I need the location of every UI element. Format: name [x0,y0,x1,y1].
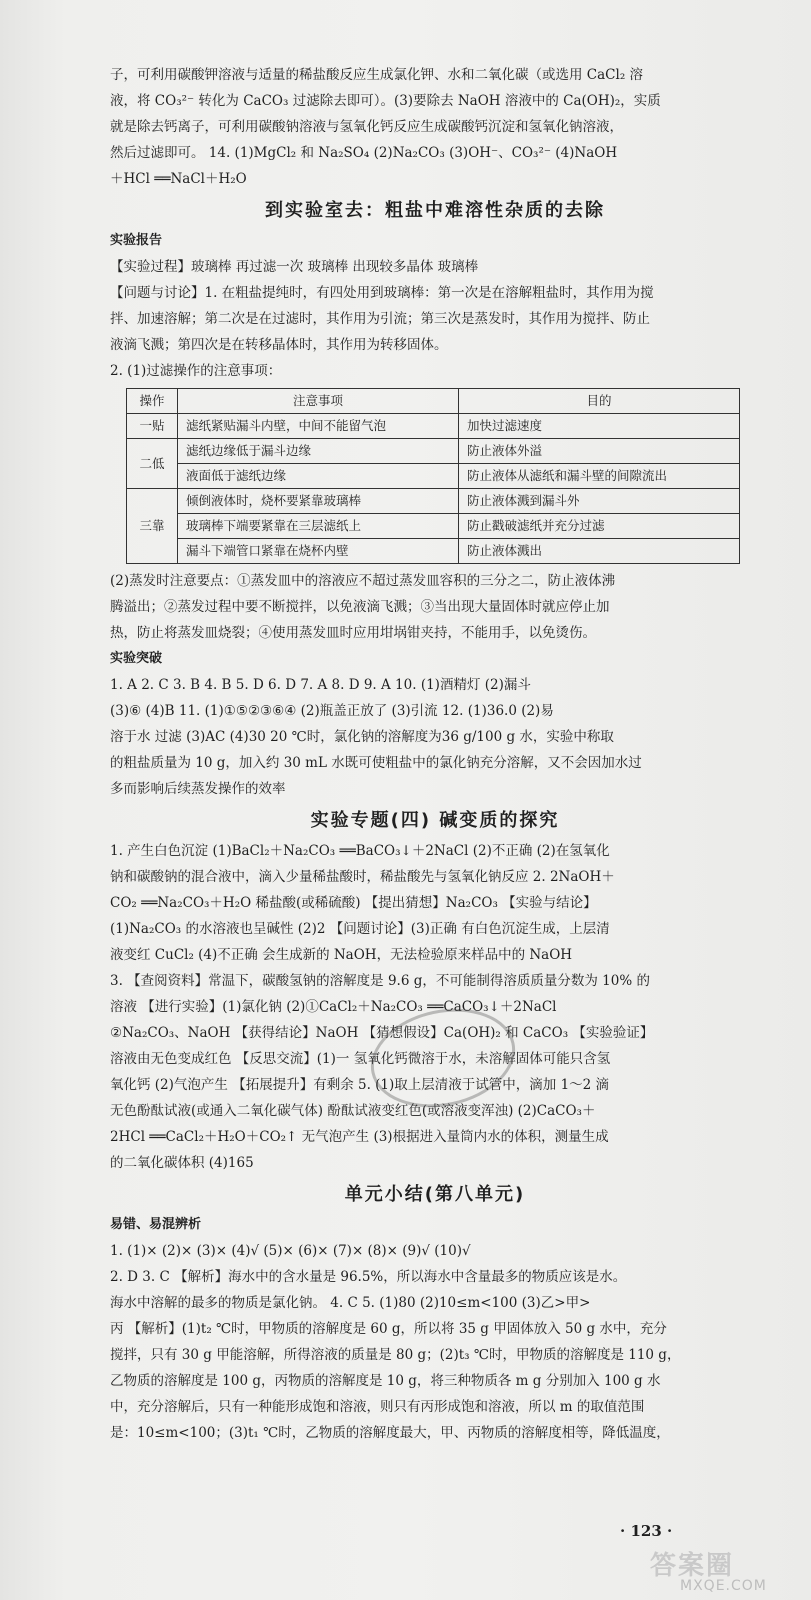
breakthrough-heading: 实验突破 [110,651,163,666]
table-header: 注意事项 [178,389,459,414]
summary-line: 乙物质的溶解度是 100 g，丙物质的溶解度是 10 g，将三种物质各 m g 分别加入 100 g 水 [110,1373,661,1389]
breakthrough-line: (3)⑥ (4)B 11. (1)①⑤②③⑥④ (2)瓶盖正放了 (3)引流 12. (1)36.0 (2)易 [110,703,554,719]
table-cell: 防止戳破滤纸并充分过滤 [459,514,740,539]
section-title-summary: 单元小结(第八单元) [344,1184,526,1205]
summary-line: 丙 【解析】(1)t₂ ℃时，甲物质的溶解度是 60 g，所以将 35 g 甲固体放入 50 g 水中，充分 [110,1321,667,1337]
intro-line: 子，可利用碳酸钾溶液与适量的稀盐酸反应生成氯化钾、水和二氧化碳（或选用 CaCl₂ 溶 [110,67,644,83]
table-op: 二低 [127,439,178,489]
table-cell: 滤纸边缘低于漏斗边缘 [178,439,459,464]
table-op: 一贴 [127,414,178,439]
table-cell: 防止液体外溢 [459,439,740,464]
topic4-line: 1. 产生白色沉淀 (1)BaCl₂＋Na₂CO₃ ══BaCO₃↓＋2NaCl (2)不正确 (2)在氢氧化 [110,843,610,859]
summary-line: 2. D 3. C 【解析】海水中的含水量是 96.5%，所以海水中含量最多的物质应该是水。 [110,1269,627,1285]
breakthrough-line: 溶于水 过滤 (3)AC (4)30 20 ℃时，氯化钠的溶解度为36 g/100 g 水，实验中称取 [110,729,614,745]
breakthrough-line: 的粗盐质量为 10 g，加入约 30 mL 水既可使粗盐中的氯化钠充分溶解，又不会因加水过 [110,755,642,771]
topic4-line: 无色酚酞试液(或通入二氧化碳气体) 酚酞试液变红色(或溶液变浑浊) (2)CaCO₃＋ [110,1103,596,1119]
section-title-lab: 到实验室去：粗盐中难溶性杂质的去除 [265,200,605,221]
table-row [127,539,740,564]
topic4-line: (1)Na₂CO₃ 的水溶液也呈碱性 (2)2 【问题讨论】(3)正确 有白色沉淀生成，上层清 [110,921,610,937]
table-cell: 防止液体从滤纸和漏斗壁的间隙流出 [459,464,740,489]
breakthrough-line: 1. A 2. C 3. B 4. B 5. D 6. D 7. A 8. D 9. A 10. (1)酒精灯 (2)漏斗 [110,677,531,693]
table-op: 三靠 [127,489,178,564]
table-cell: 液面低于滤纸边缘 [178,464,459,489]
topic4-line: 氧化钙 (2)气泡产生 【拓展提升】有剩余 5. (1)取上层清液于试管中，滴加 1～2 滴 [110,1077,610,1093]
topic4-line: CO₂ ══Na₂CO₃＋H₂O 稀盐酸(或稀硫酸) 【提出猜想】Na₂CO₃ 【实验与结论】 [110,895,597,911]
table-cell: 玻璃棒下端要紧靠在三层滤纸上 [178,514,459,539]
table-row [127,439,740,464]
table-header: 目的 [459,389,740,414]
table-cell: 滤纸紧贴漏斗内壁，中间不能留气泡 [178,414,459,439]
summary-line: 是：10≤m<100；(3)t₁ ℃时，乙物质的溶解度最大，甲、丙物质的溶解度相等，降低温度， [110,1425,670,1441]
summary-line: 搅拌，只有 30 g 甲能溶解，所得溶液的质量是 80 g；(2)t₃ ℃时，甲物质的溶解度是 110 g， [110,1347,681,1363]
table-cell: 防止液体溅到漏斗外 [459,489,740,514]
topic4-line: ②Na₂CO₃、NaOH 【获得结论】NaOH 【猜想假设】Ca(OH)₂ 和 CaCO₃ 【实验验证】 [110,1025,654,1041]
topic4-line: 液变红 CuCl₂ (4)不正确 会生成新的 NaOH，无法检验原来样品中的 NaOH [110,947,573,963]
summary-line: 中，充分溶解后，只有一种能形成饱和溶液，则只有丙形成饱和溶液，所以 m 的取值范围 [110,1399,645,1415]
evaporation-line: 热，防止将蒸发皿烧裂；④使用蒸发皿时应用坩埚钳夹持，不能用手，以免烫伤。 [110,625,596,641]
topic4-line: 溶液 【进行实验】(1)氯化钠 (2)①CaCl₂＋Na₂CO₃ ══CaCO₃↓＋2NaCl [110,999,557,1015]
process-line: 【实验过程】玻璃棒 再过滤一次 玻璃棒 出现较多晶体 玻璃棒 [110,259,479,275]
intro-line: 然后过滤即可。 14. (1)MgCl₂ 和 Na₂SO₄ (2)Na₂CO₃ (3)OH⁻、CO₃²⁻ (4)NaOH [110,145,618,161]
intro-line: 液，将 CO₃²⁻ 转化为 CaCO₃ 过滤除去即可）。(3)要除去 NaOH 溶液中的 Ca(OH)₂，实质 [110,93,661,109]
table-intro: 2. (1)过滤操作的注意事项： [110,363,282,379]
summary-line: 1. (1)× (2)× (3)× (4)√ (5)× (6)× (7)× (8)× (9)√ (10)√ [110,1243,471,1259]
table-cell: 倾倒液体时，烧杯要紧靠玻璃棒 [178,489,459,514]
section-title-topic4: 实验专题(四) 碱变质的探究 [310,810,560,831]
watermark-url: MXQE.COM [680,1578,767,1594]
summary-heading: 易错、易混辨析 [110,1217,202,1232]
table-row [127,464,740,489]
table-row [127,514,740,539]
table-row [127,489,740,514]
intro-line: ＋HCl ══NaCl＋H₂O [110,171,247,187]
topic4-line: 2HCl ══CaCl₂＋H₂O＋CO₂↑ 无气泡产生 (3)根据进入量筒内水的体积，测量生成 [110,1129,609,1145]
discussion-line: 【问题与讨论】1. 在粗盐提纯时，有四处用到玻璃棒：第一次是在溶解粗盐时，其作用为搅 [110,285,654,301]
table-header-row [127,389,740,414]
summary-line: 海水中溶解的最多的物质是氯化钠。 4. C 5. (1)80 (2)10≤m<100 (3)乙>甲> [110,1295,591,1311]
table-cell: 防止液体溅出 [459,539,740,564]
discussion-line: 拌、加速溶解；第二次是在过滤时，其作用为引流；第三次是蒸发时，其作用为搅拌、防止 [110,311,650,327]
watermark-logo: 答案圈 [650,1551,735,1581]
table-cell: 漏斗下端管口紧靠在烧杯内壁 [178,539,459,564]
discussion-line: 液滴飞溅；第四次是在转移晶体时，其作用为转移固体。 [110,337,448,353]
topic4-line: 溶液由无色变成红色 【反思交流】(1)一 氢氧化钙微溶于水，未溶解固体可能只含氢 [110,1051,611,1067]
report-heading: 实验报告 [110,233,163,248]
topic4-line: 3. 【查阅资料】常温下，碳酸氢钠的溶解度是 9.6 g，不可能制得溶质质量分数为 10% 的 [110,973,650,989]
filtration-table [126,388,740,564]
topic4-line: 钠和碳酸钠的混合液中，滴入少量稀盐酸时，稀盐酸先与氢氧化钠反应 2. 2NaOH＋ [110,869,615,885]
evaporation-line: (2)蒸发时注意要点：①蒸发皿中的溶液应不超过蒸发皿容积的三分之二，防止液体沸 [110,573,616,589]
page-number: · 123 · [620,1522,673,1540]
breakthrough-line: 多而影响后续蒸发操作的效率 [110,781,286,797]
table-row [127,414,740,439]
table-header: 操作 [127,389,178,414]
answer-content [110,62,760,1446]
evaporation-line: 腾溢出；②蒸发过程中要不断搅拌，以免液滴飞溅；③当出现大量固体时就应停止加 [110,599,610,615]
table-cell: 加快过滤速度 [459,414,740,439]
intro-line: 就是除去钙离子，可利用碳酸钠溶液与氢氧化钙反应生成碳酸钙沉淀和氢氧化钠溶液， [110,119,623,135]
topic4-line: 的二氧化碳体积 (4)165 [110,1155,254,1171]
